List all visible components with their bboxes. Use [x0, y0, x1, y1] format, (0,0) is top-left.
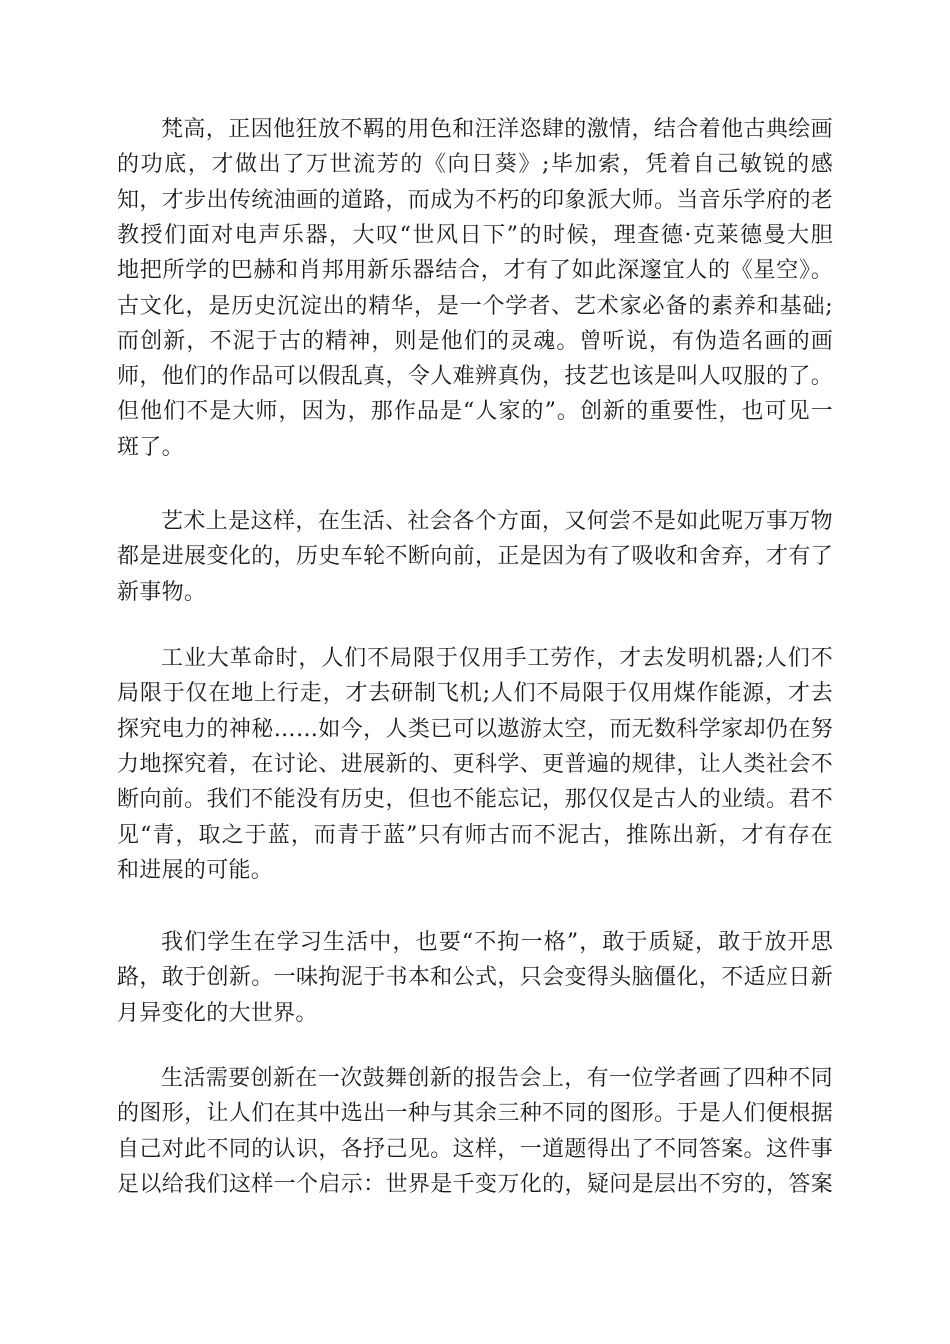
text-line: 我们学生在学习生活中，也要“不拘一格”，敢于质疑，敢于放开思 [161, 930, 833, 955]
text-line: 工业大革命时，人们不局限于仅用手工劳作，才去发明机器;人们不 [161, 646, 833, 671]
text-line: 月异变化的大世界。 [117, 1000, 318, 1026]
text-line: 足以给我们这样一个启示：世界是千变万化的，疑问是层出不穷的，答案 [117, 1171, 833, 1197]
text-line: 断向前。我们不能没有历史，但也不能忘记，那仅仅是古人的业绩。君不 [117, 787, 833, 813]
text-line: 都是进展变化的，历史车轮不断向前，正是因为有了吸收和舍弃，才有了 [117, 544, 833, 570]
text-line: 新事物。 [117, 579, 207, 605]
text-line: 地把所学的巴赫和肖邦用新乐器结合，才有了如此深邃宜人的《星空》。 [117, 258, 833, 284]
text-line: 艺术上是这样，在生活、社会各个方面，又何尝不是如此呢万事万物 [161, 509, 833, 534]
text-line: 生活需要创新在一次鼓舞创新的报告会上，有一位学者画了四种不同 [161, 1066, 833, 1091]
text-line: 的功底，才做出了万世流芳的《向日葵》;毕加索，凭着自己敏锐的感 [117, 152, 833, 178]
text-line: 自己对此不同的认识，各抒己见。这样，一道题得出了不同答案。这件事 [117, 1136, 833, 1162]
text-line: 的图形，让人们在其中选出一种与其余三种不同的图形。于是人们便根据 [117, 1101, 833, 1127]
text-line: 斑了。 [117, 434, 184, 460]
text-line: 古文化，是历史沉淀出的精华，是一个学者、艺术家必备的素养和基础; [117, 293, 833, 319]
text-line: 路，敢于创新。一味拘泥于书本和公式，只会变得头脑僵化，不适应日新 [117, 965, 833, 991]
text-line: 师，他们的作品可以假乱真，令人难辨真伪，技艺也该是叫人叹服的了。 [117, 364, 833, 390]
text-line: 探究电力的神秘……如今，人类已可以遨游太空，而无数科学家却仍在努 [117, 716, 833, 742]
text-line: 教授们面对电声乐器，大叹“世风日下”的时候，理查德·克莱德曼大胆 [117, 222, 833, 248]
text-line: 知，才步出传统油画的道路，而成为不朽的印象派大师。当音乐学府的老 [117, 187, 833, 213]
text-line: 但他们不是大师，因为，那作品是“人家的”。创新的重要性，也可见一 [117, 399, 833, 425]
text-line: 力地探究着，在讨论、进展新的、更科学、更普遍的规律，让人类社会不 [117, 751, 833, 777]
text-line: 和进展的可能。 [117, 857, 274, 883]
text-line: 而创新，不泥于古的精神，则是他们的灵魂。曾听说，有伪造名画的画 [117, 328, 833, 354]
text-line: 见“青，取之于蓝，而青于蓝”只有师古而不泥古，推陈出新，才有存在 [117, 822, 833, 848]
text-line: 梵高，正因他狂放不羁的用色和汪洋恣肆的激情，结合着他古典绘画 [161, 117, 833, 142]
text-line: 局限于仅在地上行走，才去研制飞机;人们不局限于仅用煤作能源，才去 [117, 681, 833, 707]
